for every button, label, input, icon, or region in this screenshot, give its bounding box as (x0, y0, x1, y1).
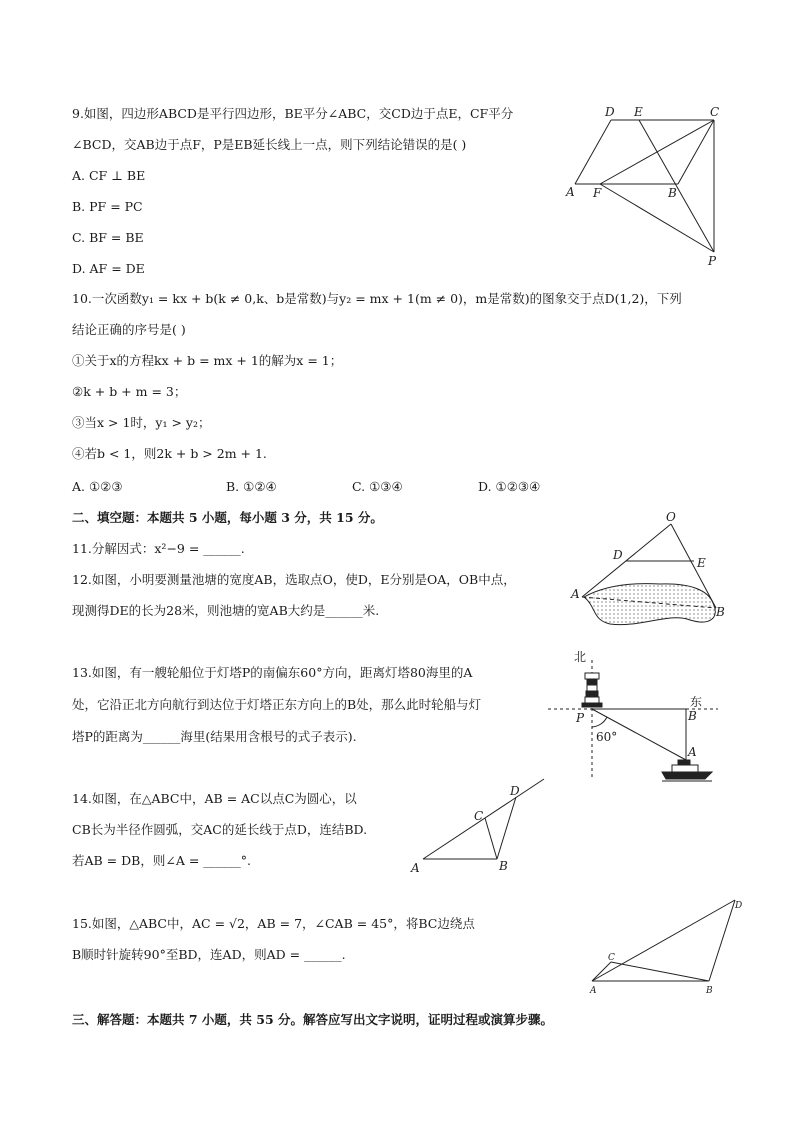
q9-label-p: P (708, 254, 717, 268)
q10-statement-3: ③当x > 1时，y₁ > y₂； (72, 415, 211, 430)
q12-stem-line-2: 现测得DE的长为28米，则池塘的宽AB大约是______米. (72, 603, 380, 618)
q12-label-b: B (716, 605, 725, 619)
q9-label-d: D (605, 105, 615, 119)
q12-stem-line-1: 12.如图，小明要测量池塘的宽度AB，选取点O，使D，E分别是OA，OB中点， (72, 572, 516, 587)
q15-label-c: C (608, 953, 615, 963)
q13-stem-line-3: 塔P的距离为______海里(结果用含根号的式子表示). (72, 729, 357, 744)
q9-stem-line-1: 9.如图，四边形ABCD是平行四边形，BE平分∠ABC，交CD边于点E，CF平分 (72, 106, 514, 121)
q9-label-b: B (668, 186, 677, 200)
q10-stem-line-2: 结论正确的序号是( ) (72, 322, 186, 337)
q13-label-a: A (688, 745, 697, 759)
q10-option-b: B. ①②④ (226, 479, 277, 494)
q12-label-a: A (571, 587, 580, 601)
q12-label-d: D (613, 548, 623, 562)
q14-stem-line-3: 若AB = DB，则∠A = ______°. (72, 853, 251, 868)
q10-stem-line-1: 10.一次函数y₁ = kx + b(k ≠ 0,k、b是常数)与y₂ = mx + 1(m ≠ 0)，m是常数)的图象交于点D(1,2)，下列 (72, 291, 682, 306)
q13-label-angle: 60° (596, 730, 618, 744)
ship-icon (662, 760, 712, 781)
q15-label-d: D (735, 901, 743, 911)
q13-label-p: P (576, 711, 585, 725)
q15-stem-line-2: B顺时针旋转90°至BD，连AD，则AD = ______. (72, 947, 346, 962)
q9-label-c: C (710, 105, 720, 119)
q11-stem: 11.分解因式：x²−9 = ______. (72, 541, 245, 556)
section-3-heading: 三、解答题：本题共 7 小题，共 55 分。解答应写出文字说明，证明过程或演算步骤。 (72, 1012, 554, 1027)
q13-label-north: 北 (574, 650, 587, 664)
q13-stem-line-2: 处，它沿正北方向航行到达位于灯塔正东方向上的B处，那么此时轮船与灯 (72, 697, 482, 712)
q13-label-b: B (688, 709, 697, 723)
q15-label-a: A (590, 986, 597, 996)
q14-stem-line-1: 14.如图，在△ABC中，AB = AC以点C为圆心，以 (72, 791, 357, 806)
q9-stem-line-2: ∠BCD，交AB边于点F，P是EB延长线上一点，则下列结论错误的是( ) (72, 137, 467, 152)
q9-label-f: F (593, 186, 602, 200)
q14-label-c: C (474, 809, 484, 823)
q14-stem-line-2: CB长为半径作圆弧，交AC的延长线于点D，连结BD. (72, 822, 368, 837)
q10-statement-2: ②k + b + m = 3； (72, 384, 187, 399)
q10-statement-4: ④若b < 1，则2k + b > 2m + 1. (72, 446, 267, 461)
q14-label-a: A (411, 861, 420, 875)
q9-option-b: B. PF = PC (72, 199, 143, 214)
q9-label-e: E (634, 105, 643, 119)
section-2-heading: 二、填空题：本题共 5 小题，每小题 3 分，共 15 分。 (72, 510, 383, 525)
q10-option-c: C. ①③④ (352, 479, 403, 494)
q9-option-a: A. CF ⊥ BE (72, 168, 146, 183)
q12-label-e: E (697, 556, 706, 570)
lighthouse-icon (582, 673, 602, 707)
q10-option-d: D. ①②③④ (478, 479, 541, 494)
q15-label-b: B (706, 986, 713, 996)
q14-label-d: D (510, 784, 520, 798)
q12-label-o: O (666, 510, 676, 524)
q15-stem-line-1: 15.如图，△ABC中，AC = √2，AB = 7，∠CAB = 45°，将BC边绕点 (72, 916, 475, 931)
q13-stem-line-1: 13.如图，有一艘轮船位于灯塔P的南偏东60°方向，距离灯塔80海里的A (72, 665, 473, 680)
q14-label-b: B (499, 859, 508, 873)
q9-option-c: C. BF = BE (72, 230, 144, 245)
q10-option-a: A. ①②③ (72, 479, 123, 494)
q9-label-a: A (566, 185, 575, 199)
q9-option-d: D. AF = DE (72, 261, 145, 276)
q10-statement-1: ①关于x的方程kx + b = mx + 1的解为x = 1； (72, 353, 343, 368)
q13-label-east: 东 (690, 695, 703, 709)
